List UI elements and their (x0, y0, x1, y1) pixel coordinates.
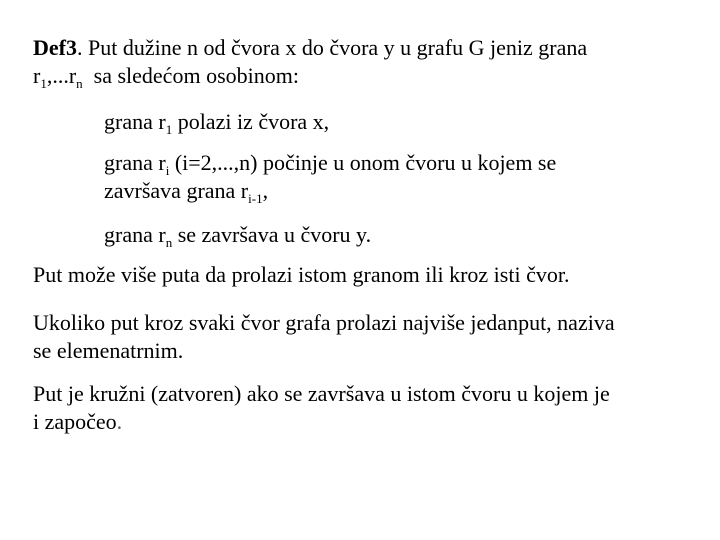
note-circular (33, 380, 693, 436)
condition-3-text: grana r (104, 222, 166, 247)
condition-2-line-2 (104, 177, 694, 205)
definition-line-2 (33, 62, 693, 90)
definition-intro-text-2: ,...r (46, 63, 77, 88)
note-circular-text: i započeo (33, 409, 117, 434)
note-circular-line-2 (33, 408, 693, 436)
definition-sub-n: n (76, 76, 83, 91)
condition-2-text-2: (i=2,...,n) počinje u onom čvoru u kojem se (169, 150, 557, 175)
note-elementary-line-2: se elemenatrnim. (33, 338, 184, 363)
definition-intro-text: . Put dužine n od čvora x do čvora y u grafu G jeniz grana (76, 35, 588, 60)
note-elementary-line-1: Ukoliko put kroz svaki čvor grafa prolazi najviše jedanput, naziva (33, 310, 615, 335)
condition-2-sub: i (165, 163, 170, 178)
condition-2-sub-2: i-1 (248, 191, 263, 206)
definition-paragraph (33, 34, 693, 90)
condition-3-sub: n (165, 235, 173, 250)
definition-label: Def3 (33, 35, 77, 60)
condition-3 (104, 221, 694, 249)
condition-2-line-1 (104, 149, 694, 177)
note-elementary (33, 309, 693, 365)
condition-2-text: grana r (104, 150, 166, 175)
definition-r-letter: r (33, 63, 41, 88)
note-repeat-text: Put može više puta da prolazi istom granom ili kroz isti čvor. (33, 262, 570, 287)
condition-2-text-4: , (262, 178, 269, 203)
condition-1-sub: 1 (165, 122, 173, 137)
note-circular-period: . (116, 409, 123, 434)
condition-1-text: grana r (104, 109, 166, 134)
note-repeat (33, 261, 693, 289)
definition-intro-text-3: sa sledećom osobinom: (82, 63, 299, 88)
condition-1 (104, 108, 694, 136)
condition-1-text-2: polazi iz čvora x, (172, 109, 330, 134)
note-circular-line-1: Put je kružni (zatvoren) ako se završava u istom čvoru u kojem je (33, 381, 610, 406)
condition-2-text-3: završava grana r (104, 178, 249, 203)
condition-3-text-2: se završava u čvoru y. (172, 222, 372, 247)
definition-sub-1: 1 (40, 76, 47, 91)
definition-line-1 (33, 34, 693, 62)
condition-2 (104, 149, 694, 205)
